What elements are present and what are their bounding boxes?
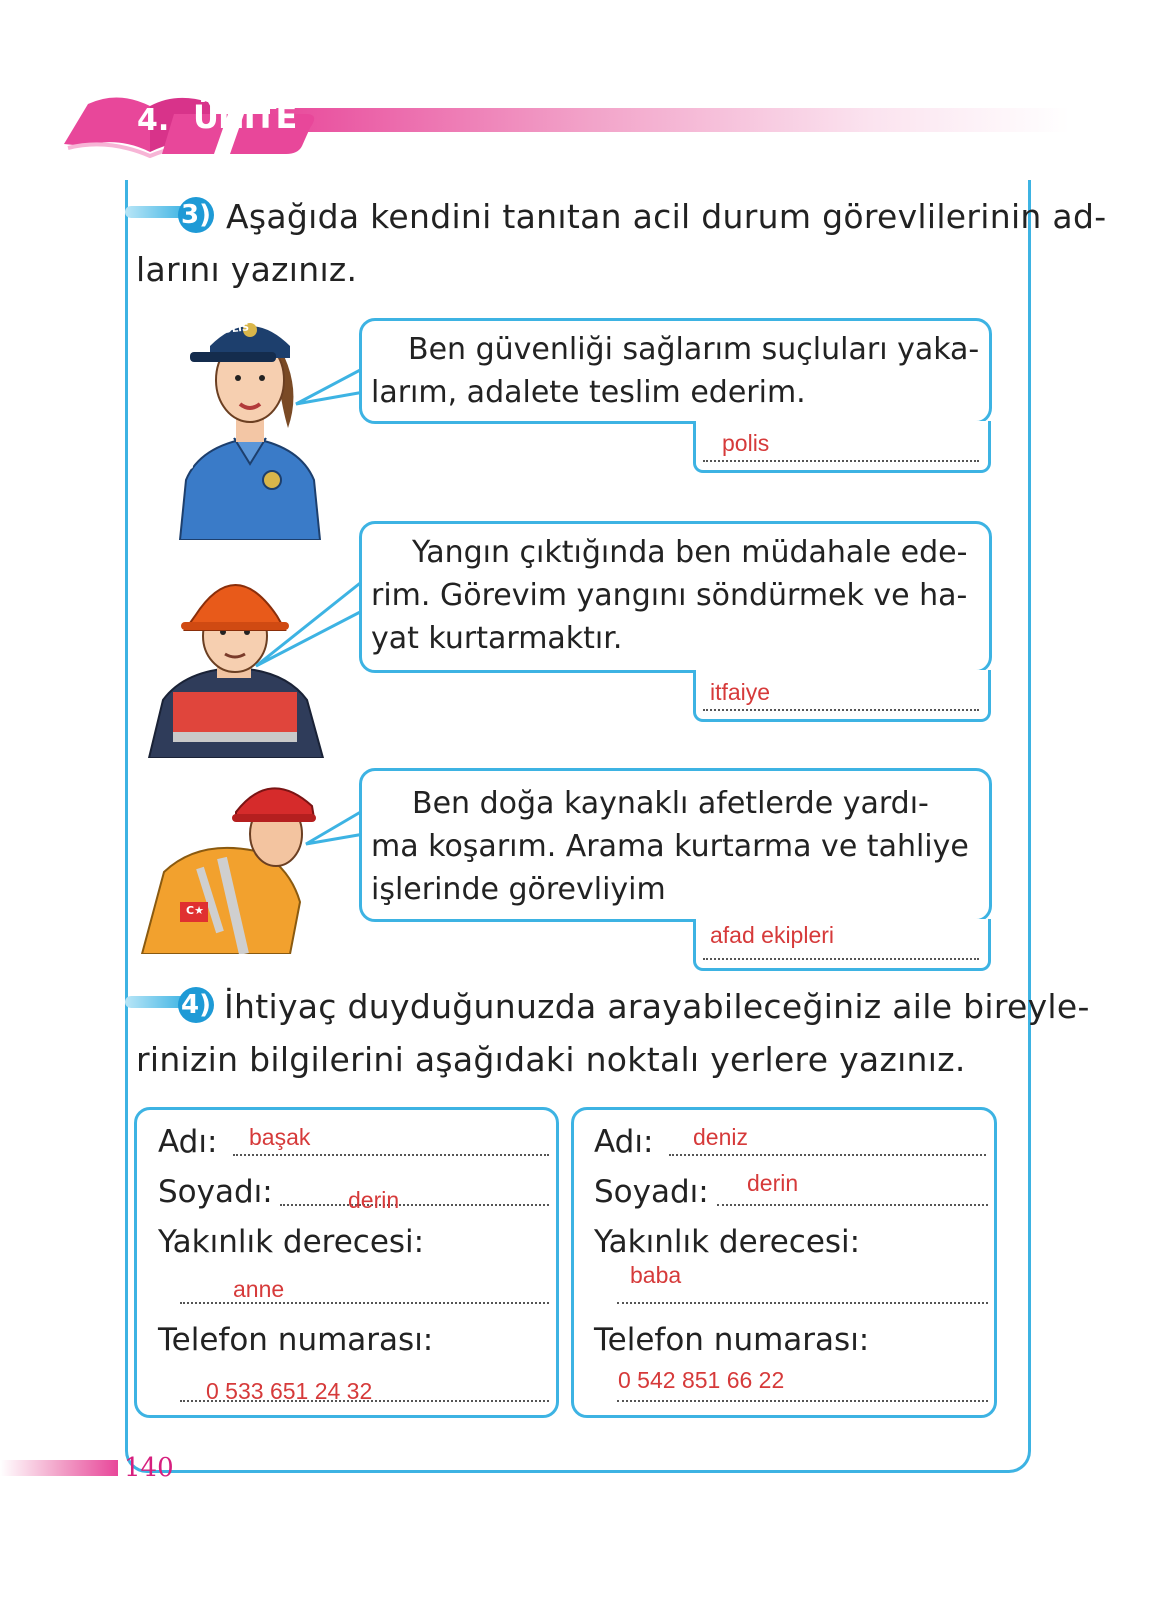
bubble-2-line-2: rim. Görevim yangını söndürmek ve ha- [371,578,968,613]
bubble-3-line-2: ma koşarım. Arama kurtarma ve tahliye [371,829,969,864]
bubble-1-line-1: Ben güvenliği sağlarım suçluları yaka- [408,332,980,367]
card-2-name-value: deniz [693,1124,748,1150]
card-2-relation-line[interactable] [617,1302,988,1304]
answer-2-text: itfaiye [710,679,771,705]
card-1-name-value: başak [249,1124,311,1150]
bubble-2-tail [250,560,370,670]
question-3-line-1: Aşağıda kendini tanıtan acil durum görevlilerinin ad- [226,197,1107,236]
police-cap-text: POLİS [215,322,250,337]
card-2-phone-value: 0 542 851 66 22 [618,1367,785,1393]
card-2-relation-label: Yakınlık derecesi: [594,1224,861,1260]
card-1-relation-value: anne [233,1276,285,1302]
card-1-surname-label: Soyadı: [158,1174,273,1210]
card-2-surname-label: Soyadı: [594,1174,709,1210]
flag-patch-text: C★ [186,904,204,917]
card-1-phone-label: Telefon numarası: [158,1322,434,1358]
card-2-surname-value: derin [747,1170,799,1196]
card-2-phone-label: Telefon numarası: [594,1322,870,1358]
question-3-number: 3) [178,197,214,233]
bubble-2-line-1: Yangın çıktığında ben müdahale ede- [412,535,968,570]
card-2-phone-line[interactable] [617,1400,988,1402]
police-badge-text: POLİS [150,458,194,473]
bubble-1-line-2: larım, adalete teslim ederim. [371,375,806,410]
bubble-1-tail [290,360,370,420]
bubble-3-line-3: işlerinde görevliyim [371,872,666,907]
card-1-relation-label: Yakınlık derecesi: [158,1224,425,1260]
card-2-name-label: Adı: [594,1124,654,1160]
page-number-bar [0,1460,118,1476]
card-1-name-label: Adı: [158,1124,218,1160]
afad-rescuer-illustration [140,772,324,954]
card-1-surname-value: derin [348,1187,400,1213]
unit-number: 4. [137,103,170,138]
card-1-name-line[interactable] [233,1154,549,1156]
answer-1-dotted-line [703,460,979,462]
answer-3-dotted-line [703,958,979,960]
header-gradient-bar [270,108,1070,132]
question-4-line-1: İhtiyaç duyduğunuzda arayabileceğiniz aile bireyle- [224,987,1090,1026]
police-officer-illustration [170,308,330,540]
answer-1-text: polis [722,430,770,456]
card-1-phone-value: 0 533 651 24 32 [206,1378,373,1404]
card-2-relation-value: baba [630,1262,682,1288]
card-2-name-line[interactable] [669,1154,986,1156]
question-3-line-2: larını yazınız. [136,250,358,289]
answer-2-dotted-line [703,709,979,711]
unit-title: ÜNİTE [193,98,297,136]
card-2-surname-line[interactable] [717,1204,988,1206]
question-4-line-2: rinizin bilgilerini aşağıdaki noktalı yerlere yazınız. [136,1040,966,1079]
card-1-surname-line[interactable] [280,1204,549,1206]
question-4-number: 4) [178,987,214,1023]
bubble-2-line-3: yat kurtarmaktır. [371,621,623,656]
answer-3-text: afad ekipleri [710,922,835,948]
page-number: 140 [124,1453,174,1483]
bubble-3-line-1: Ben doğa kaynaklı afetlerde yardı- [412,786,929,821]
